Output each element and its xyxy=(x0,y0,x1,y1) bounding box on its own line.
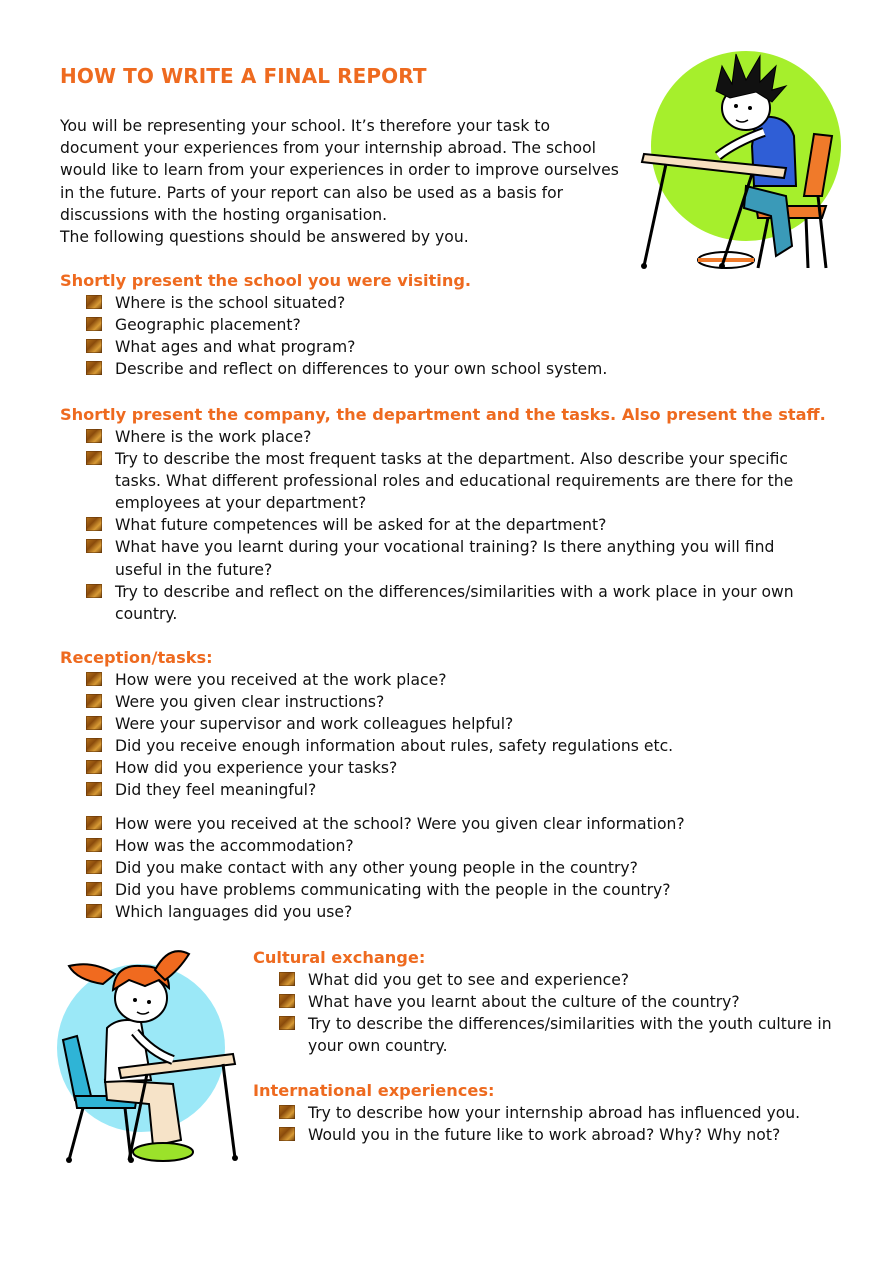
bullet-icon xyxy=(86,539,102,553)
bullet-icon xyxy=(279,1127,295,1141)
section-heading-company: Shortly present the company, the department and the tasks. Also present the staff. xyxy=(60,405,826,424)
bullet-icon xyxy=(86,782,102,796)
bullet-icon xyxy=(86,317,102,331)
list-item: How was the accommodation? xyxy=(86,835,826,857)
bullet-icon xyxy=(86,584,102,598)
section-heading-international: International experiences: xyxy=(253,1081,495,1100)
list-item: Where is the work place? xyxy=(86,426,826,448)
list-item: Try to describe and reflect on the differences/similarities with a work place in your own country. xyxy=(86,581,826,625)
list-item: Did they feel meaningful? xyxy=(86,779,826,801)
girl-writing-illustration xyxy=(55,940,250,1168)
list-item: Try to describe the differences/similarities with the youth culture in your own country. xyxy=(279,1013,839,1057)
list-item: What have you learnt about the culture of the country? xyxy=(279,991,839,1013)
bullet-icon xyxy=(279,1016,295,1030)
bullet-icon xyxy=(86,451,102,465)
list-item: Which languages did you use? xyxy=(86,901,826,923)
bullet-icon xyxy=(279,1105,295,1119)
reception-question-list xyxy=(86,669,826,802)
bullet-icon xyxy=(279,994,295,1008)
list-item: Try to describe the most frequent tasks at the department. Also describe your specific tasks. What different professional roles and educational requirements are there for the employees at your department? xyxy=(86,448,826,514)
list-item: Did you have problems communicating with the people in the country? xyxy=(86,879,826,901)
bullet-icon xyxy=(86,295,102,309)
list-item: Geographic placement? xyxy=(86,314,826,336)
list-item: What ages and what program? xyxy=(86,336,826,358)
list-item: Would you in the future like to work abroad? Why? Why not? xyxy=(279,1124,839,1146)
section-heading-school: Shortly present the school you were visiting. xyxy=(60,271,472,290)
list-item: How did you experience your tasks? xyxy=(86,757,826,779)
bullet-icon xyxy=(86,860,102,874)
intro-paragraph: You will be representing your school. It’s therefore your task to document your experiences from your internship abroad. The school would like to learn from your experiences in order to improve ourselves in the future. Parts of your report can also be used as a basis for discussions with the hosting organisation. xyxy=(60,117,619,224)
bullet-icon xyxy=(86,760,102,774)
bullet-icon xyxy=(86,361,102,375)
page-title: HOW TO WRITE A FINAL REPORT xyxy=(60,64,427,88)
bullet-icon xyxy=(86,429,102,443)
bullet-icon xyxy=(86,339,102,353)
section-heading-reception: Reception/tasks: xyxy=(60,648,213,667)
bullet-icon xyxy=(86,716,102,730)
list-item: How were you received at the work place? xyxy=(86,669,826,691)
list-item: What have you learnt during your vocational training? Is there anything you will find useful in the future? xyxy=(86,536,826,580)
bullet-icon xyxy=(86,694,102,708)
list-item: Describe and reflect on differences to your own school system. xyxy=(86,358,826,380)
bullet-icon xyxy=(86,838,102,852)
bullet-icon xyxy=(86,672,102,686)
bullet-icon xyxy=(279,972,295,986)
list-item: What did you get to see and experience? xyxy=(279,969,839,991)
list-item: Did you make contact with any other young people in the country? xyxy=(86,857,826,879)
intro-closing: The following questions should be answered by you. xyxy=(60,228,469,247)
cultural-question-list xyxy=(279,969,839,1057)
bullet-icon xyxy=(86,882,102,896)
bullet-icon xyxy=(86,517,102,531)
list-item: Were you given clear instructions? xyxy=(86,691,826,713)
list-item: What future competences will be asked for at the department? xyxy=(86,514,826,536)
boy-writing-illustration xyxy=(636,46,846,276)
company-question-list xyxy=(86,426,826,625)
section-heading-cultural: Cultural exchange: xyxy=(253,948,426,967)
bullet-icon xyxy=(86,904,102,918)
list-item: Try to describe how your internship abroad has influenced you. xyxy=(279,1102,839,1124)
list-item: Did you receive enough information about rules, safety regulations etc. xyxy=(86,735,826,757)
school-question-list xyxy=(86,292,826,380)
bullet-icon xyxy=(86,738,102,752)
list-item: How were you received at the school? Were you given clear information? xyxy=(86,813,826,835)
intro-text xyxy=(60,115,630,248)
international-question-list xyxy=(279,1102,839,1146)
bullet-icon xyxy=(86,816,102,830)
list-item: Were your supervisor and work colleagues helpful? xyxy=(86,713,826,735)
list-item: Where is the school situated? xyxy=(86,292,826,314)
reception-question-list-2 xyxy=(86,813,826,923)
